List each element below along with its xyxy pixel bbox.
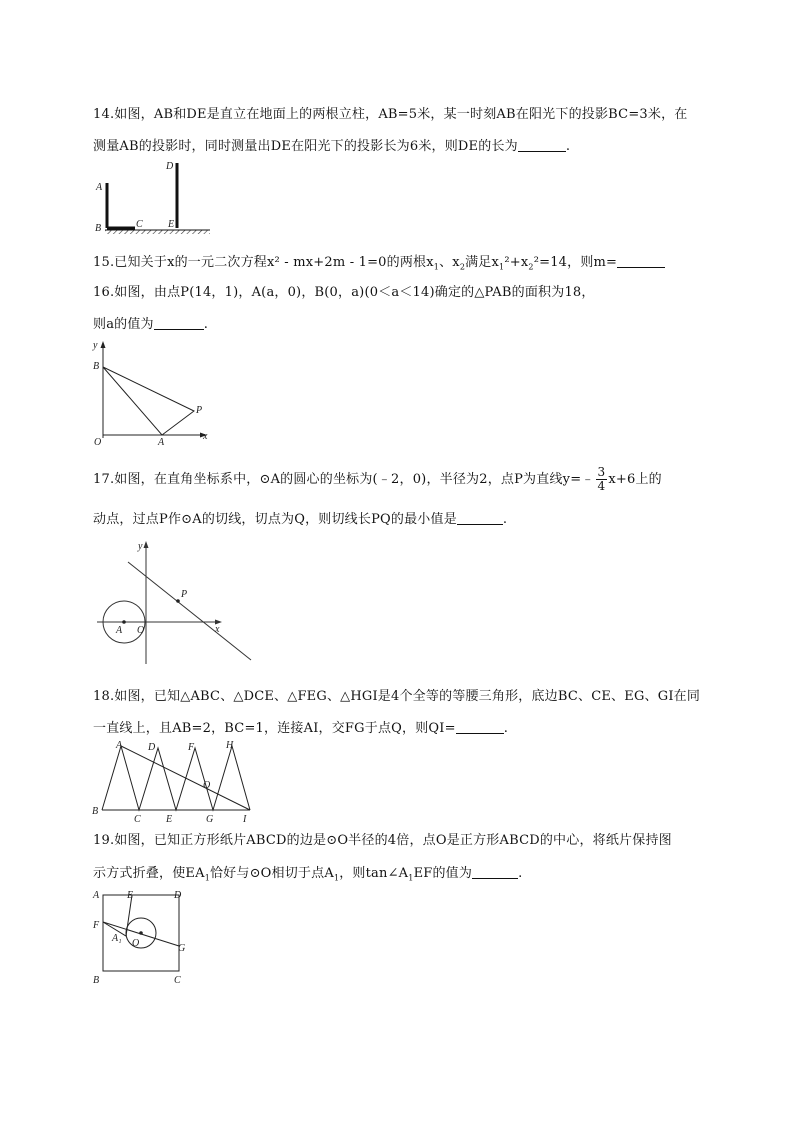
q19-label-c: C xyxy=(174,975,181,986)
q14-line-2 xyxy=(93,135,570,154)
q19-text-d: EF的值为 xyxy=(413,866,473,881)
q17-figure xyxy=(92,536,257,666)
q18-label-g: G xyxy=(206,814,214,825)
q19-label-e: E xyxy=(127,890,134,901)
q17-line-2 xyxy=(93,508,507,527)
q17-line-1 xyxy=(93,466,662,493)
q17-answer-blank xyxy=(457,512,503,525)
q15-text-5: ²=14，则m= xyxy=(533,255,618,270)
q19-text-c: ，则tan∠A xyxy=(339,866,409,881)
q19-answer-blank xyxy=(472,866,518,879)
q17-label-a: A xyxy=(116,625,123,636)
q17-point-p xyxy=(176,599,180,603)
q15-line xyxy=(93,251,665,272)
q16-label-p: P xyxy=(196,405,203,416)
q17-line-1-text-a: 17.如图，在直角坐标系中，⊙A的圆心的坐标为(﹣2，0)，半径为2，点P为直线y=﹣ xyxy=(93,472,595,487)
q16-line-1: 16.如图，由点P(14，1)，A(a，0)，B(0，a)(0＜a＜14)确定的△PAB的面积为18， xyxy=(93,285,595,300)
q16-y-arrow xyxy=(101,341,106,348)
q17-line-2-end: . xyxy=(502,512,508,527)
q15-text-2: 、x xyxy=(439,255,460,270)
q18-label-b: B xyxy=(92,806,99,817)
q17-line-2-text: 动点，过点P作⊙A的切线，切点为Q，则切线长PQ的最小值是 xyxy=(93,512,457,527)
q15-sub-1: 1 xyxy=(433,262,440,272)
q16-line-2-end: . xyxy=(203,317,209,332)
q14-label-e: E xyxy=(168,219,175,230)
q18-label-i: I xyxy=(243,814,247,825)
q19-line-2 xyxy=(93,862,522,883)
q18-label-h: H xyxy=(226,740,234,751)
q18-label-c: C xyxy=(134,814,141,825)
q19-figure xyxy=(90,886,195,988)
q17-fraction xyxy=(596,466,608,493)
q16-label-a: A xyxy=(158,437,165,448)
q19-label-g: G xyxy=(178,943,186,954)
q18-line-2-end: . xyxy=(503,721,509,736)
q15-text-3: 满足x xyxy=(465,255,500,270)
q18-line-2 xyxy=(93,717,508,736)
q14-label-b: B xyxy=(95,223,102,234)
q19-label-a1: A₁ xyxy=(112,933,122,944)
q17-frac-num: 3 xyxy=(597,465,606,479)
q18-segment-ai xyxy=(121,746,250,810)
q17-line-1-text-b: x+6上的 xyxy=(608,472,662,487)
q19-label-d: D xyxy=(174,890,182,901)
q16-label-x: x xyxy=(203,431,208,442)
q15-text-4: ²+x xyxy=(504,255,529,270)
q17-label-y: y xyxy=(138,541,143,552)
q16-line-2 xyxy=(93,313,208,332)
q19-label-a: A xyxy=(93,890,100,901)
q19-text-a: 示方式折叠，使EA xyxy=(93,866,205,881)
q19-text-b: 恰好与⊙O相切于点A xyxy=(209,866,334,881)
q18-label-d: D xyxy=(148,742,156,753)
q14-line-1: 14.如图，AB和DE是直立在地面上的两根立柱，AB=5米，某一时刻AB在阳光下的投影BC=3米，在 xyxy=(93,107,688,122)
q18-label-e: E xyxy=(166,814,173,825)
q19-sub-3: 1 xyxy=(408,873,414,883)
q18-answer-blank xyxy=(456,721,504,734)
q17-y-arrow xyxy=(144,541,149,548)
q14-ground-hatch xyxy=(105,230,210,234)
q19-label-f: F xyxy=(93,920,100,931)
q17-center-a xyxy=(122,620,126,624)
q14-line-2-text: 测量AB的投影时，同时测量出DE在阳光下的投影长为6米，则DE的长为 xyxy=(93,139,518,154)
q14-figure xyxy=(90,155,210,235)
q19-label-b: B xyxy=(93,975,100,986)
q15-answer-blank xyxy=(617,255,665,268)
q18-line-2-text: 一直线上，且AB=2，BC=1，连接AI，交FG于点Q，则QI= xyxy=(93,721,456,736)
q17-label-x: x xyxy=(215,624,220,635)
q19-sub-1: 1 xyxy=(204,873,210,883)
q16-label-b: B xyxy=(93,361,100,372)
q14-label-d: D xyxy=(166,161,174,172)
q16-label-o: O xyxy=(94,437,102,448)
q19-label-o: O xyxy=(132,938,140,949)
q18-triangles xyxy=(102,746,250,810)
q16-figure xyxy=(90,338,215,450)
q16-answer-blank xyxy=(154,317,204,330)
q17-frac-den: 4 xyxy=(597,479,606,493)
q18-figure xyxy=(90,736,255,824)
q14-answer-blank xyxy=(518,139,566,152)
q19-sub-2: 1 xyxy=(333,873,340,883)
q15-sub-3: 1 xyxy=(499,262,505,272)
q16-label-y: y xyxy=(93,340,98,351)
q17-label-o: O xyxy=(137,625,145,636)
q16-triangle-pab xyxy=(103,367,194,435)
q19-line-2-end: . xyxy=(518,866,523,881)
q19-line-1: 19.如图，已知正方形纸片ABCD的边是⊙O半径的4倍，点O是正方形ABCD的中心，将纸片保持图 xyxy=(93,833,672,848)
q18-line-1: 18.如图，已知△ABC、△DCE、△FEG、△HGI是4个全等的等腰三角形，底边BC、CE、EG、GI在同 xyxy=(93,689,701,704)
q14-line-2-end: . xyxy=(565,139,571,154)
q15-sub-2: 2 xyxy=(459,262,466,272)
q18-label-a: A xyxy=(116,740,123,751)
q14-label-a: A xyxy=(96,182,103,193)
q16-line-2-text: 则a的值为 xyxy=(93,317,154,332)
q17-label-p: P xyxy=(181,589,188,600)
q15-sub-4: 2 xyxy=(528,262,534,272)
q18-label-f: F xyxy=(188,742,195,753)
q18-label-q: Q xyxy=(203,780,211,791)
q15-text-1: 15.已知关于x的一元二次方程x² - mx+2m - 1=0的两根x xyxy=(93,255,434,270)
q14-label-c: C xyxy=(136,219,143,230)
